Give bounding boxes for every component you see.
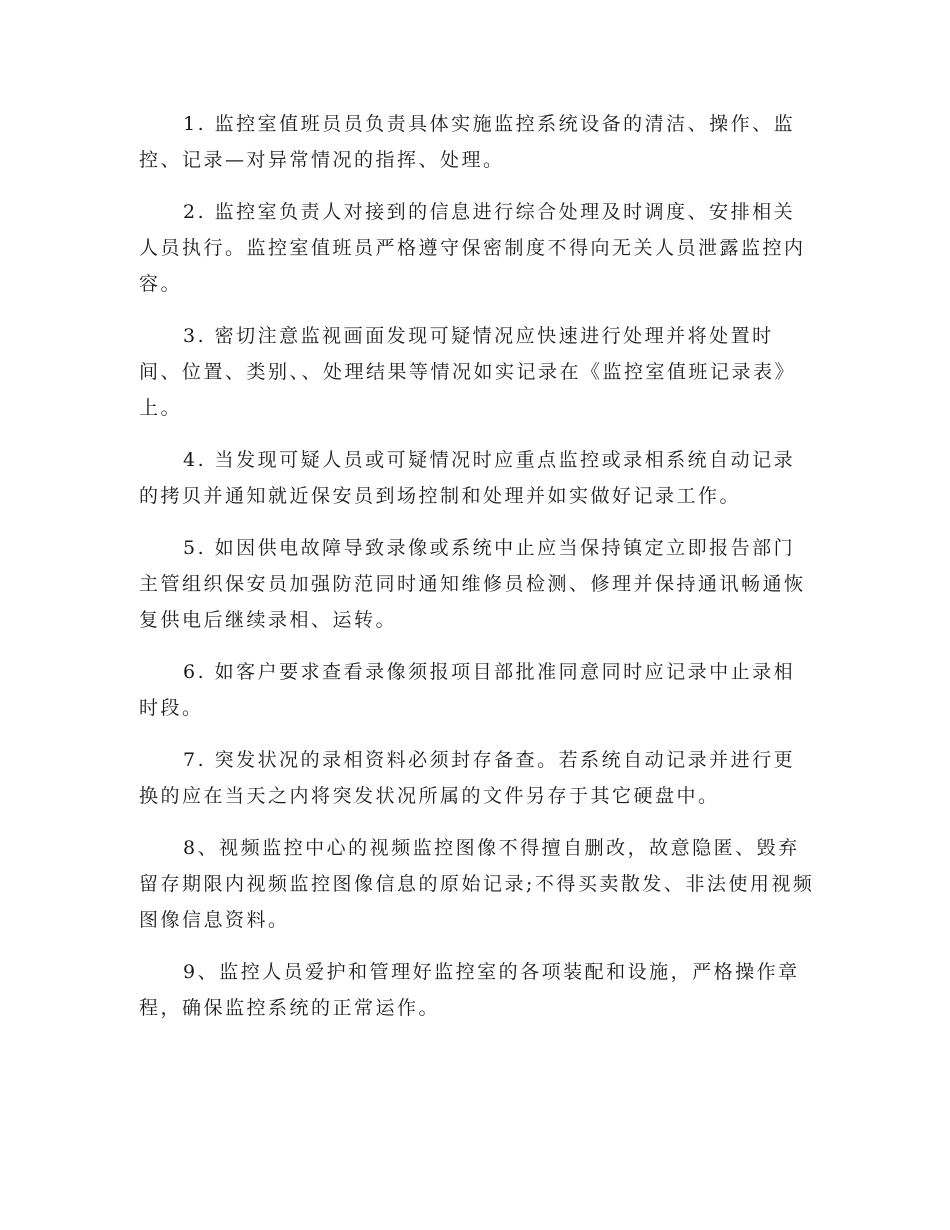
paragraph-3: 3. 密切注意监视画面发现可疑情况应快速进行处理并将处置时间、位置、类别、、处理结果等情况如实记录在《监控室值班记录表》上。 (139, 325, 797, 419)
paragraph-1: 1. 监控室值班员员负责具体实施监控系统设备的清洁、操作、监控、记录—对异常情况的指挥、处理。 (139, 113, 796, 171)
paragraph-2: 2. 监控室负责人对接到的信息进行综合处理及时调度、安排相关人员执行。监控室值班员严格遵守保密制度不得向无关人员泄露监控内容。 (139, 201, 806, 295)
paragraph-6: 6. 如客户要求查看录像须报项目部批准同意同时应记录中止录相时段。 (139, 661, 796, 719)
paragraph-7: 7. 突发状况的录相资料必须封存备查。若系统自动记录并进行更换的应在当天之内将突发状况所属的文件另存于其它硬盘中。 (139, 749, 796, 807)
paragraph-9: 9、监控人员爱护和管理好监控室的各项装配和设施，严格操作章程，确保监控系统的正常运作。 (139, 961, 800, 1019)
document-body (139, 106, 815, 1042)
paragraph-8: 8、视频监控中心的视频监控图像不得擅自删改，故意隐匿、毁弃留存期限内视频监控图像信息的原始记录;不得买卖散发、非法使用视频图像信息资料。 (139, 837, 815, 931)
paragraph-4: 4. 当发现可疑人员或可疑情况时应重点监控或录相系统自动记录的拷贝并通知就近保安员到场控制和处理并如实做好记录工作。 (139, 449, 796, 507)
paragraph-5: 5. 如因供电故障导致录像或系统中止应当保持镇定立即报告部门主管组织保安员加强防范同时通知维修员检测、修理并保持通讯畅通恢复供电后继续录相、运转。 (139, 537, 806, 631)
